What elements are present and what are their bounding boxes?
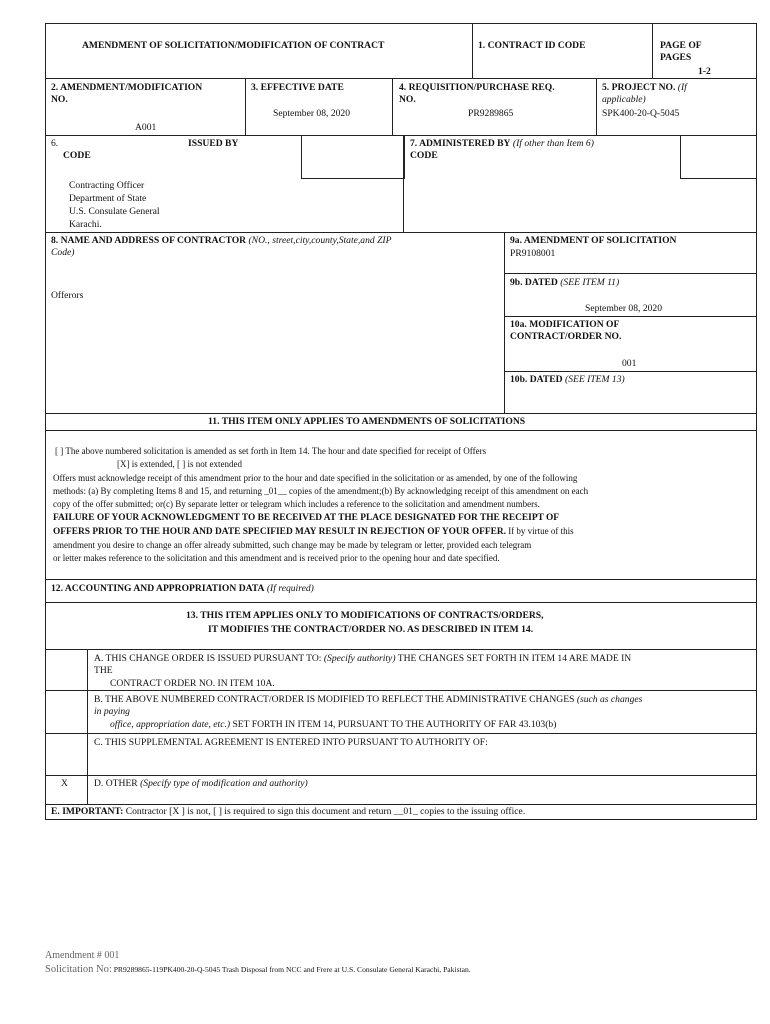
administered-by-label: 7. ADMINISTERED BY [410, 138, 511, 149]
item11-line-3: Offers must acknowledge receipt of this amendment prior to the hour and date specified in the solicitation or as amended, by one of the following [53, 473, 578, 483]
requisition-value: PR9289865 [468, 108, 514, 119]
item13-d-text: D. OTHER [94, 778, 138, 789]
issuer-line-1: Contracting Officer [69, 180, 145, 191]
item13-b-italic: (such as changes [574, 694, 643, 705]
requisition-label-2: NO. [399, 94, 416, 105]
item13-a-line-2: THE [94, 665, 113, 676]
dated-10b-label: 10b. DATED [510, 374, 563, 385]
item11-line-2: [X] is extended, [ ] is not extended [117, 459, 242, 469]
dated-9b-label-line [510, 277, 619, 290]
project-no-label: 5. PROJECT NO. [602, 82, 676, 93]
item13-b-italic-2: office, appropriation date, etc.) [110, 719, 231, 730]
administered-by-code-label: CODE [410, 150, 438, 161]
itemE-label: E. IMPORTANT: [51, 806, 124, 817]
footer-solicitation-label: Solicitation No: [45, 964, 112, 975]
itemE-text: Contractor [X ] is not, [ ] is required to sign this document and return __01_ copies to the issuing office. [123, 806, 526, 817]
effective-date-value: September 08, 2020 [273, 108, 351, 119]
issuer-line-2: Department of State [69, 193, 147, 204]
pages-label: PAGES [660, 52, 692, 63]
form-title: AMENDMENT OF SOLICITATION/MODIFICATION OF CONTRACT [82, 40, 385, 51]
item11-title: 11. THIS ITEM ONLY APPLIES TO AMENDMENTS OF SOLICITATIONS [208, 416, 526, 427]
item11-line-1: [ ] The above numbered solicitation is amended as set forth in Item 14. The hour and date specified for receipt of Offers [55, 446, 487, 456]
item11-line-6: amendment you desire to change an offer already submitted, such change may be made by telegram or letter, provided each telegram [53, 540, 532, 550]
item13-b-text-3: SET FORTH IN ITEM 14, PURSUANT TO THE AUTHORITY OF FAR 43.103(b) [230, 719, 557, 730]
contract-id-label: 1. CONTRACT ID CODE [478, 40, 586, 51]
item13-a-text: A. THIS CHANGE ORDER IS ISSUED PURSUANT TO: [94, 653, 322, 664]
modification-label-2: CONTRACT/ORDER NO. [510, 331, 622, 342]
project-no-value: SPK400-20-Q-5045 [602, 108, 680, 119]
item13-a-post: THE CHANGES SET FORTH IN ITEM 14 ARE MADE IN [395, 653, 632, 664]
contractor-label-italic: (NO., street,city,county,State,and ZIP [246, 235, 392, 246]
item13-d-checkmark: X [61, 778, 68, 789]
item13-b-line-1 [94, 694, 642, 707]
issuer-line-3: U.S. Consulate General [69, 206, 160, 217]
item13-a-italic: (Specify authority) [321, 653, 396, 664]
item12-label-line [51, 583, 314, 596]
contractor-label-line [51, 235, 391, 248]
dated-10b-italic: (SEE ITEM 13) [562, 374, 625, 385]
issued-by-code-label: CODE [63, 150, 91, 161]
item13-b-text: B. THE ABOVE NUMBERED CONTRACT/ORDER IS MODIFIED TO REFLECT THE ADMINISTRATIVE CHANGES [94, 694, 575, 705]
amendment-of-solicitation-label: 9a. AMENDMENT OF SOLICITATION [510, 235, 677, 246]
admin-code-box [680, 135, 757, 179]
item13-b-line-2: in paying [94, 706, 130, 717]
contractor-value: Offerors [51, 290, 84, 301]
item13-a-line-3: CONTRACT ORDER NO. IN ITEM 10A. [110, 678, 275, 689]
page-label: PAGE OF [660, 40, 702, 51]
amendment-no-value: A001 [135, 122, 157, 133]
item13-a-line-1 [94, 653, 631, 666]
administered-by-italic: (If other than Item 6) [510, 138, 594, 149]
item11-line-5: copy of the offer submitted; or(c) By separate letter or telegram which includes a reference to the solicitation and amendment numbers. [53, 499, 540, 509]
footer-solicitation-text: PR9289865-119PK400-20-Q-5045 Trash Disposal from NCC and Frere at U.S. Consulate General Karachi, Pakistan. [111, 965, 471, 974]
dated-9b-value: September 08, 2020 [585, 303, 663, 314]
project-no-label-italic-2: applicable) [602, 94, 646, 105]
requisition-label: 4. REQUISITION/PURCHASE REQ. [399, 82, 555, 93]
issued-by-number: 6. [51, 138, 59, 149]
issuer-line-4: Karachi. [69, 219, 102, 230]
item11-warning-2-tail: If by virtue of this [505, 526, 574, 536]
item13-b-line-3 [110, 719, 556, 732]
amendment-no-label-2: NO. [51, 94, 68, 105]
amendment-of-solicitation-value: PR9108001 [510, 248, 556, 259]
issued-code-box [301, 135, 405, 179]
item11-warning-1: FAILURE OF YOUR ACKNOWLEDGMENT TO BE RECEIVED AT THE PLACE DESIGNATED FOR THE RECEIPT OF [53, 513, 559, 523]
item11-warning-2: OFFERS PRIOR TO THE HOUR AND DATE SPECIFIED MAY RESULT IN REJECTION OF YOUR OFFER. [53, 527, 506, 537]
contractor-label: 8. NAME AND ADDRESS OF CONTRACTOR [51, 235, 247, 246]
item13-c-text: C. THIS SUPPLEMENTAL AGREEMENT IS ENTERED INTO PURSUANT TO AUTHORITY OF: [94, 737, 488, 748]
item11-line-7: or letter makes reference to the solicitation and this amendment and is received prior to the opening hour and date specified. [53, 553, 500, 563]
amendment-no-label: 2. AMENDMENT/MODIFICATION [51, 82, 203, 93]
item13-d-italic: (Specify type of modification and authority) [137, 778, 308, 789]
item12-italic: (If required) [264, 583, 314, 594]
modification-value: 001 [622, 358, 637, 369]
project-no-label-italic: (If [675, 82, 687, 93]
item13-d-line [94, 778, 308, 791]
dated-10b-label-line [510, 374, 625, 387]
footer-amendment-number: Amendment # 001 [45, 950, 120, 961]
pages-value: 1-2 [698, 66, 711, 77]
effective-date-label: 3. EFFECTIVE DATE [251, 82, 344, 93]
item13-title-2: IT MODIFIES THE CONTRACT/ORDER NO. AS DESCRIBED IN ITEM 14. [208, 624, 534, 635]
dated-9b-label: 9b. DATED [510, 277, 558, 288]
modification-label-1: 10a. MODIFICATION OF [510, 319, 620, 330]
item12-label: 12. ACCOUNTING AND APPROPRIATION DATA [51, 583, 265, 594]
administered-by-label-line [410, 138, 594, 151]
project-no-label-line [602, 82, 687, 95]
itemE-line [51, 806, 525, 819]
dated-9b-italic: (SEE ITEM 11) [557, 277, 620, 288]
contractor-label-italic-2: Code) [51, 247, 75, 258]
item11-line-4: methods: (a) By completing Items 8 and 15, and returning _01__ copies of the amendment;(b) By acknowledging receipt of this amendment on each [53, 486, 589, 496]
issued-by-label: ISSUED BY [188, 138, 239, 149]
item13-title-1: 13. THIS ITEM APPLIES ONLY TO MODIFICATIONS OF CONTRACTS/ORDERS, [186, 610, 544, 621]
footer-solicitation-line [45, 964, 471, 977]
item11-warning-2-line [53, 525, 574, 539]
